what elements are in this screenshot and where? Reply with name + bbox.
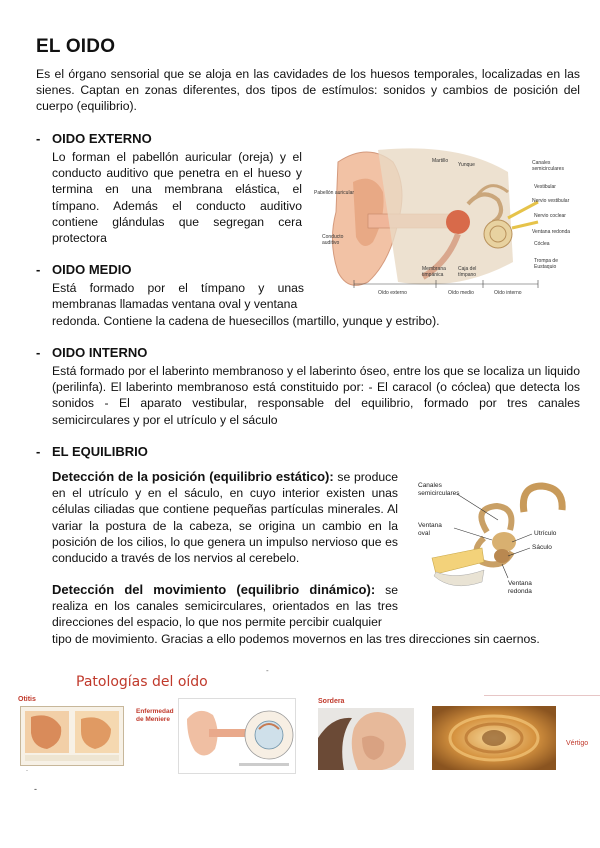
heading-oido-externo: OIDO EXTERNO [52,131,152,146]
text-equilibrio-dinamico-a [52,582,398,631]
label-utriculo: Utrículo [534,530,557,537]
body-equilibrio-estatico: se produce en el utrículo y en el sáculo, en cuyo interior existen unas células ciliadas que contiene pequeñas partículas minerales. Al variar la postura de la cabeza, se origina un cambio en la posición de los cilios, lo que genera un impulso nervioso que es conducido a través de los nervios al cerebelo. [52,470,399,566]
label-canales-semicirculares: Canales semicirculares [418,482,460,497]
sordera-illustration [318,708,414,770]
label-otitis: Otitis [18,696,36,703]
bullet-dash: - [36,444,41,459]
label-conducto: Conducto auditivo [322,234,344,246]
label-oido-externo: Oído externo [378,290,407,296]
label-membrana: Membrana timpánica [422,266,446,278]
lead-equilibrio-estatico: Detección de la posición (equilibrio estático): [52,469,334,484]
text-oido-externo: Lo forman el pabellón auricular (oreja) y el conducto auditivo que penetra en el hueso y termina en una membrana elástica, el tímpano. Además el conducto auditivo contiene glándulas que segregan cera protectora [52,150,302,246]
label-pabellon: Pabellón auricular [314,190,355,196]
sordera-image [318,708,414,770]
label-saculo: Sáculo [532,544,552,551]
label-caja: Caja del tímpano [458,266,477,278]
text-oido-medio-b: redonda. Contiene la cadena de huesecillos (martillo, yunque y estribo). [52,314,440,328]
bullet-dash: - [36,131,41,146]
label-nervio-vestibular: Nervio vestibular [532,198,570,204]
label-meniere: Enfermedad de Meniere [136,708,174,723]
label-ventana-redonda: Ventana redonda [532,229,571,235]
small-mark: - [26,768,28,774]
label-vertigo: Vértigo [566,740,589,747]
page-title: EL OIDO [36,36,116,57]
divider-line [484,695,600,696]
label-sordera: Sordera [318,698,345,705]
heading-equilibrio: EL EQUILIBRIO [52,444,148,459]
label-ventana-oval: Ventana oval [418,522,442,537]
meniere-illustration [179,699,295,773]
ear-anatomy-figure [308,142,580,300]
label-coclea: Cóclea [534,241,550,247]
label-canales: Canales semicirculares [532,160,564,172]
label-vestibular: Vestibular [534,184,556,190]
label-trompa: Trompa de Eustaquio [534,258,558,270]
text-oido-medio-a: Está formado por el tímpano y unas membranas llamadas ventana oval y ventana [52,281,304,312]
heading-oido-medio: OIDO MEDIO [52,262,132,277]
label-martillo: Martillo [432,158,449,164]
otitis-image [20,706,124,766]
bullet-dash: - [36,262,41,277]
label-yunque: Yunque [458,162,475,168]
small-dash: - [266,666,269,675]
label-oido-medio: Oído medio [448,290,474,296]
heading-oido-interno: OIDO INTERNO [52,345,148,360]
label-oido-interno: Oído interno [494,290,522,296]
meniere-image [178,698,296,774]
body-equilibrio-dinamico: se realiza en los canales semicirculares, orientados en las tres direcciones del espacio, lo que nos permite percibir cualquier [52,583,398,630]
lead-equilibrio-dinamico: Detección del movimiento (equilibrio dinámico): [52,582,376,597]
label-nervio-coclear: Nervio coclear [534,213,566,219]
small-dash-bottom: - [34,784,37,794]
vestibular-figure [412,472,580,608]
vertigo-image [432,706,556,770]
text-equilibrio-dinamico-b: tipo de movimiento. Gracias a ello podemos movernos en las tres direcciones sin caernos. [52,632,540,646]
bullet-dash: - [36,345,41,360]
otitis-illustration [21,707,123,765]
text-equilibrio-estatico [52,469,398,566]
intro-paragraph: Es el órgano sensorial que se aloja en las cavidades de los huesos temporales, localizadas en las sienes. Captan en zonas diferentes, dos tipos de estímulos: sonidos y cambios de posición del cuerpo (equilibrio). [36,67,580,114]
vertigo-illustration [432,706,556,770]
patologias-title: Patologías del oído [76,674,208,690]
label-ventana-redonda-vest: Ventana redonda [508,580,532,595]
text-oido-interno: Está formado por el laberinto membranoso y el laberinto óseo, entre los que se localiza un liquido (perilinfa). El laberinto membranoso está constituido por: - El caracol (o cóclea) que detecta los sonidos - El aparato vestibular, responsable del equilibrio, formado por tres canales semicirculares y por el utrículo y el sáculo [52,364,580,427]
